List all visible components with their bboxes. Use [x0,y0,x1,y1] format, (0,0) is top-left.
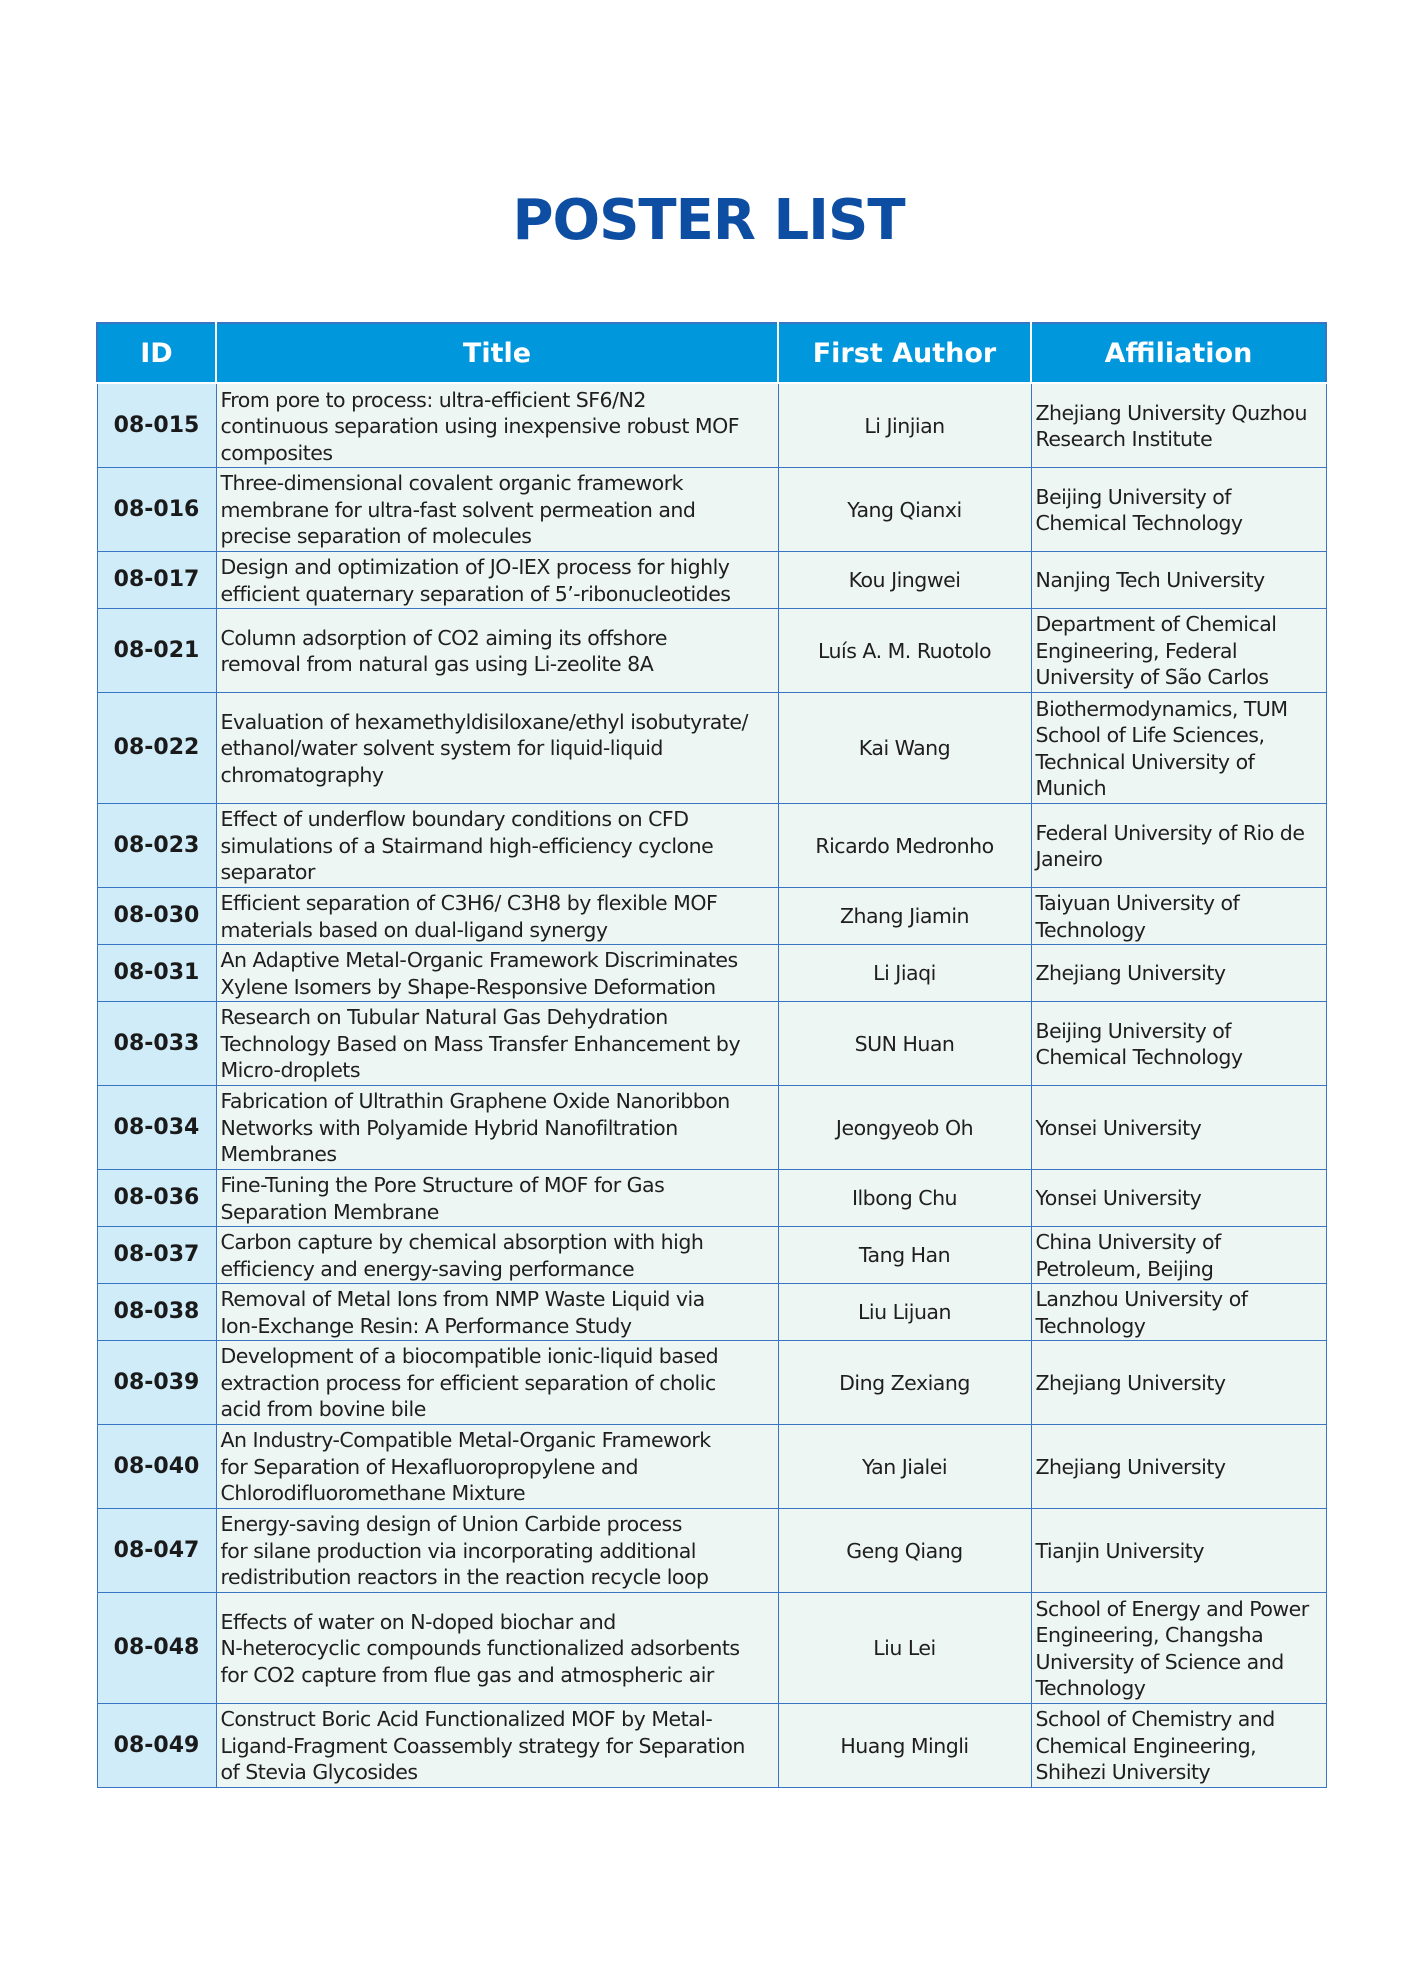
poster-first-author-cell [778,383,1031,467]
poster-id: 08-023 [113,832,200,858]
column-header-id: ID [97,323,216,383]
poster-id-cell [97,608,216,692]
poster-title: Fabrication of Ultrathin Graphene Oxide Nanoribbon Networks with Polyamide Hybrid Nanofiltration Membranes [220,1089,730,1167]
poster-first-author: Huang Mingli [840,1733,969,1758]
poster-title: Design and optimization of JO-IEX process for highly efficient quaternary separation of 5’-ribonucleotides [220,555,731,606]
poster-first-author-cell [778,1508,1031,1592]
poster-id-cell [97,1283,216,1340]
table-body [97,383,1326,1787]
table-row [97,944,1326,1001]
poster-affiliation: Yonsei University [1035,1186,1202,1211]
poster-title: Evaluation of hexamethyldisiloxane/ethyl isobutyrate/ ethanol/water solvent system for liquid-liquid chromatography [220,709,748,787]
poster-first-author: Liu Lijuan [858,1300,951,1325]
table-row [97,1169,1326,1226]
poster-id-cell [97,551,216,608]
poster-first-author: Kou Jingwei [848,568,961,593]
poster-first-author-cell [778,1424,1031,1508]
table-row [97,1508,1326,1592]
poster-id: 08-015 [113,413,200,438]
poster-first-author: Jeongyeob Oh [835,1115,974,1140]
poster-affiliation-cell [1031,1085,1326,1169]
poster-first-author: Tang Han [858,1243,951,1268]
poster-affiliation: Beijing University of Chemical Technology [1035,484,1243,535]
poster-title-cell [216,1085,778,1169]
poster-title: Column adsorption of CO2 aiming its offshore removal from natural gas using Li-zeolite 8A [220,625,667,676]
poster-first-author-cell [778,944,1031,1001]
poster-title-cell [216,692,778,803]
table-row [97,551,1326,608]
poster-first-author: Geng Qiang [846,1538,963,1563]
poster-affiliation: School of Chemistry and Chemical Engineering, Shihezi University [1035,1707,1275,1785]
poster-affiliation-cell [1031,551,1326,608]
poster-first-author: Liu Lei [873,1636,936,1661]
poster-first-author: Ilbong Chu [851,1186,958,1211]
poster-first-author: Luís A. M. Ruotolo [817,638,992,663]
column-header-first-author: First Author [778,323,1031,383]
poster-affiliation: Tianjin University [1035,1538,1204,1563]
poster-affiliation-cell [1031,1283,1326,1340]
poster-id-cell [97,1001,216,1085]
poster-first-author-cell [778,1340,1031,1424]
poster-title: Efficient separation of C3H6/ C3H8 by flexible MOF materials based on dual-ligand synergy [220,891,718,942]
poster-affiliation-cell [1031,1508,1326,1592]
poster-id-cell [97,1508,216,1592]
poster-first-author-cell [778,1592,1031,1703]
poster-affiliation-cell [1031,1169,1326,1226]
poster-affiliation-cell [1031,887,1326,944]
poster-title-cell [216,1508,778,1592]
poster-id: 08-038 [113,1299,200,1325]
poster-title-cell [216,1340,778,1424]
poster-first-author-cell [778,887,1031,944]
poster-id: 08-039 [113,1369,200,1395]
poster-title: Effect of underflow boundary conditions on CFD simulations of a Stairmand high-efficiency cyclone separator [220,807,714,885]
poster-first-author-cell [778,1703,1031,1787]
column-header-title: Title [216,323,778,383]
poster-affiliation: Yonsei University [1035,1115,1202,1140]
poster-id: 08-048 [113,1635,200,1661]
poster-first-author-cell [778,1226,1031,1283]
poster-first-author: Ding Zexiang [839,1370,970,1395]
poster-first-author-cell [778,692,1031,803]
poster-affiliation: Department of Chemical Engineering, Federal University of São Carlos [1035,612,1277,690]
poster-affiliation-cell [1031,1001,1326,1085]
poster-first-author-cell [778,1169,1031,1226]
poster-first-author: Ricardo Medronho [815,833,994,858]
table-row [97,1085,1326,1169]
poster-affiliation-cell [1031,1226,1326,1283]
table-row [97,803,1326,887]
poster-affiliation: Zhejiang University Quzhou Research Institute [1035,400,1307,452]
poster-id-cell [97,467,216,551]
poster-title: Fine-Tuning the Pore Structure of MOF for Gas Separation Membrane [220,1173,665,1224]
poster-id: 08-031 [113,960,200,986]
poster-title-cell [216,1001,778,1085]
poster-first-author: Li Jiaqi [873,961,936,986]
poster-affiliation-cell [1031,608,1326,692]
poster-title-cell [216,887,778,944]
poster-title-cell [216,1226,778,1283]
poster-affiliation-cell [1031,944,1326,1001]
poster-affiliation: School of Energy and Power Engineering, Changsha University of Science and Technology [1035,1596,1309,1700]
poster-id-cell [97,1226,216,1283]
poster-affiliation: Zhejiang University [1035,961,1226,986]
table-row [97,1001,1326,1085]
poster-title: Development of a biocompatible ionic-liquid based extraction process for efficient separation of cholic acid from bovine bile [220,1344,719,1422]
table-header-row [97,323,1326,383]
poster-title: Research on Tubular Natural Gas Dehydration Technology Based on Mass Transfer Enhancement by Micro-droplets [220,1005,741,1083]
poster-affiliation-cell [1031,1424,1326,1508]
poster-affiliation-cell [1031,692,1326,803]
poster-affiliation: Federal University of Rio de Janeiro [1035,820,1305,871]
poster-first-author-cell [778,467,1031,551]
page-title: POSTER LIST [512,188,905,253]
poster-title-cell [216,383,778,467]
poster-id: 08-047 [113,1537,200,1563]
poster-id: 08-017 [113,567,200,593]
poster-affiliation: Lanzhou University of Technology [1035,1287,1248,1338]
poster-title-cell [216,1424,778,1508]
table-row [97,692,1326,803]
table-row [97,1424,1326,1508]
poster-title-cell [216,944,778,1001]
poster-title: An Industry-Compatible Metal-Organic Framework for Separation of Hexafluoropropylene and Chlorodifluoromethane Mixture [220,1428,711,1506]
poster-title-cell [216,1592,778,1703]
table-row [97,467,1326,551]
poster-id-cell [97,944,216,1001]
poster-first-author: Yan Jialei [861,1454,948,1479]
poster-title-cell [216,1169,778,1226]
poster-title-cell [216,1283,778,1340]
table-row [97,1340,1326,1424]
poster-first-author: Yang Qianxi [847,497,962,522]
poster-affiliation-cell [1031,467,1326,551]
poster-id-cell [97,383,216,467]
poster-first-author: Zhang Jiamin [839,904,970,929]
poster-first-author-cell [778,1085,1031,1169]
poster-affiliation-cell [1031,1592,1326,1703]
poster-id-cell [97,692,216,803]
poster-title: Energy-saving design of Union Carbide process for silane production via incorporating additional redistribution reactors in the reaction recycle loop [220,1512,709,1590]
poster-id-cell [97,887,216,944]
poster-id-cell [97,803,216,887]
poster-title-cell [216,1703,778,1787]
poster-first-author-cell [778,1001,1031,1085]
poster-title: Removal of Metal Ions from NMP Waste Liquid via Ion-Exchange Resin: A Performance Study [220,1287,705,1338]
poster-id-cell [97,1340,216,1424]
table-row [97,1703,1326,1787]
poster-id: 08-030 [113,903,200,929]
table-row [97,1226,1326,1283]
poster-id-cell [97,1703,216,1787]
poster-id-cell [97,1169,216,1226]
table-row [97,1592,1326,1703]
poster-affiliation: Nanjing Tech University [1035,568,1265,593]
poster-id: 08-033 [113,1030,200,1056]
poster-id: 08-016 [113,496,200,522]
poster-title: Construct Boric Acid Functionalized MOF by Metal- Ligand-Fragment Coassembly strategy for Separation of Stevia Glycosides [220,1707,745,1785]
poster-id-cell [97,1424,216,1508]
column-header-affiliation: Affiliation [1031,323,1326,383]
poster-id: 08-036 [113,1185,200,1211]
poster-title: Effects of water on N-doped biochar and N-heterocyclic compounds functionalized adsorbents for CO2 capture from flue gas and atmospheric air [220,1609,740,1687]
poster-id: 08-037 [113,1242,200,1268]
poster-affiliation-cell [1031,1340,1326,1424]
table-row [97,383,1326,467]
poster-affiliation-cell [1031,383,1326,467]
poster-id-cell [97,1592,216,1703]
poster-affiliation: China University of Petroleum, Beijing [1035,1230,1221,1281]
poster-id: 08-022 [113,735,200,761]
poster-first-author: Kai Wang [858,736,951,761]
poster-first-author-cell [778,1283,1031,1340]
poster-title: Three-dimensional covalent organic framework membrane for ultra-fast solvent permeation and precise separation of molecules [220,471,696,549]
poster-affiliation-cell [1031,803,1326,887]
poster-title-cell [216,467,778,551]
poster-title-cell [216,551,778,608]
poster-affiliation: Zhejiang University [1035,1370,1226,1395]
poster-affiliation: Zhejiang University [1035,1454,1226,1479]
poster-table [96,322,1327,1788]
poster-affiliation: Taiyuan University of Technology [1035,891,1240,942]
poster-affiliation: Biothermodynamics, TUM School of Life Sciences, Technical University of Munich [1035,696,1288,800]
poster-id: 08-021 [113,637,200,663]
poster-first-author: SUN Huan [854,1031,955,1056]
poster-title: Carbon capture by chemical absorption with high efficiency and energy-saving performance [220,1230,704,1281]
poster-id: 08-040 [113,1453,200,1479]
poster-affiliation: Beijing University of Chemical Technology [1035,1018,1243,1069]
table-row [97,608,1326,692]
table-row [97,1283,1326,1340]
poster-title: From pore to process: ultra-efficient SF6/N2 continuous separation using inexpensive robust MOF composites [220,387,739,465]
poster-affiliation-cell [1031,1703,1326,1787]
poster-first-author-cell [778,608,1031,692]
table-row [97,887,1326,944]
poster-id: 08-049 [113,1732,200,1758]
poster-first-author-cell [778,551,1031,608]
poster-title-cell [216,803,778,887]
poster-first-author: Li Jinjian [864,414,945,438]
poster-id-cell [97,1085,216,1169]
poster-id: 08-034 [113,1114,200,1140]
poster-title: An Adaptive Metal-Organic Framework Discriminates Xylene Isomers by Shape-Responsive Deformation [220,948,738,999]
poster-title-cell [216,608,778,692]
poster-first-author-cell [778,803,1031,887]
